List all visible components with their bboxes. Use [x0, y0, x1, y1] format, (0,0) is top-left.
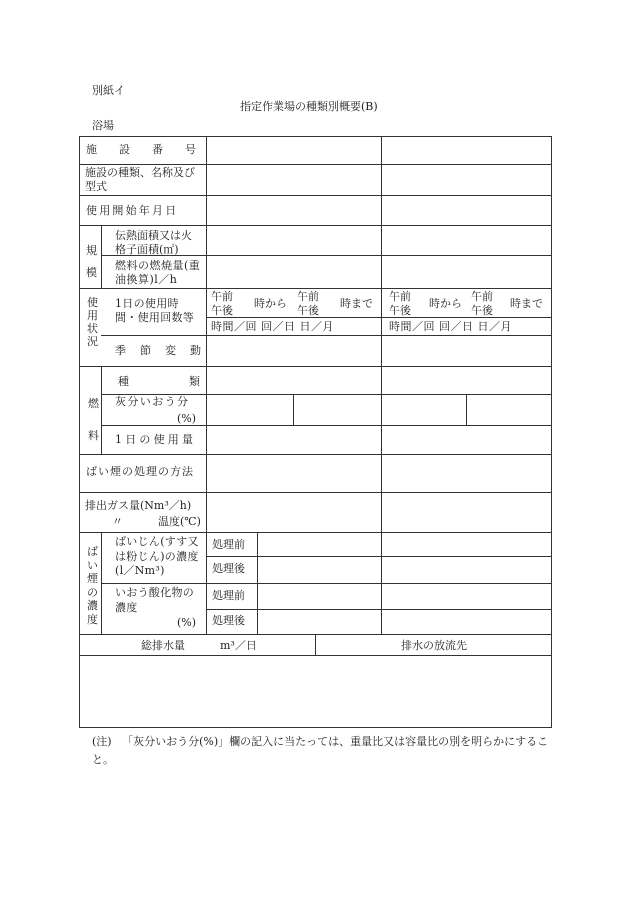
seasonal-label: 季 節 変 動: [115, 344, 201, 357]
am-label-1: 午前: [211, 290, 233, 303]
page-title: 指定作業場の種類別概要(B): [240, 100, 378, 113]
daily-usage-label: 1日の使用時間・使用回数等: [115, 297, 195, 324]
sox-percent: (%): [177, 616, 197, 629]
attachment-label: 別紙イ: [92, 84, 125, 97]
units-label-1: 時間／回 回／日 日／月: [211, 320, 334, 333]
from-label-1: 時から: [254, 297, 287, 310]
fuel-rate-label: 燃料の燃焼量(重油換算)l／h: [115, 259, 201, 286]
am-label-4: 午前: [471, 290, 493, 303]
until-label-2: 時まで: [510, 297, 543, 310]
facility-type-name-label: 施設の種類、名称及び型式: [85, 166, 195, 193]
drain-destination-label: 排水の放流先: [401, 639, 467, 652]
scale-group-label: 規 模: [86, 244, 97, 279]
pm-label-2: 午後: [297, 304, 319, 317]
soot-method-label: ばい煙の処理の方法: [86, 465, 194, 478]
exhaust-temp-label: 温度(℃): [158, 515, 201, 528]
exhaust-ditto-mark: 〃: [112, 515, 123, 528]
fuel-group-label: 燃 料: [88, 397, 99, 442]
footnote-marker: (注): [92, 735, 112, 748]
daily-use-label: 1日の使用量: [115, 433, 197, 446]
drain-unit-label: m³／日: [220, 639, 257, 652]
dust-before-label: 処理前: [212, 538, 245, 551]
sox-concentration-label: いおう酸化物の濃度: [115, 586, 195, 614]
facility-type: 浴場: [92, 119, 114, 132]
concentration-group-label: ばい煙の濃度: [87, 545, 98, 626]
fuel-type-label: 種 類: [118, 375, 200, 388]
facility-number-label: 施 設 番 号: [86, 143, 196, 156]
sox-after-label: 処理後: [212, 614, 245, 627]
heat-area-label: 伝熱面積又は火格子面積(㎡): [115, 229, 192, 256]
pm-label-4: 午後: [471, 304, 493, 317]
pm-label-1: 午後: [211, 304, 233, 317]
ash-sulfur-percent: (%): [177, 412, 197, 425]
am-label-3: 午前: [389, 290, 411, 303]
am-label-2: 午前: [297, 290, 319, 303]
ash-sulfur-label: 灰分いおう分: [115, 395, 190, 408]
units-label-2: 時間／回 回／日 日／月: [389, 320, 512, 333]
total-drain-label: 総排水量: [141, 639, 185, 652]
usage-group-label: 使用状況: [87, 296, 98, 348]
from-label-2: 時から: [429, 297, 462, 310]
footnote-text: 「灰分いおう分(%)」欄の記入に当たっては、重量比又は容量比の別を明らかにすること。: [92, 735, 549, 766]
sox-before-label: 処理前: [212, 589, 245, 602]
start-date-label: 使用開始年月日: [86, 204, 179, 217]
dust-concentration-label: ばいじん(すす又は粉じん)の濃度(l／Nm³): [115, 535, 199, 577]
pm-label-3: 午後: [389, 304, 411, 317]
until-label-1: 時まで: [340, 297, 373, 310]
exhaust-volume-label: 排出ガス量(Nm³／h): [85, 499, 192, 512]
footnote: [92, 733, 562, 769]
dust-after-label: 処理後: [212, 562, 245, 575]
